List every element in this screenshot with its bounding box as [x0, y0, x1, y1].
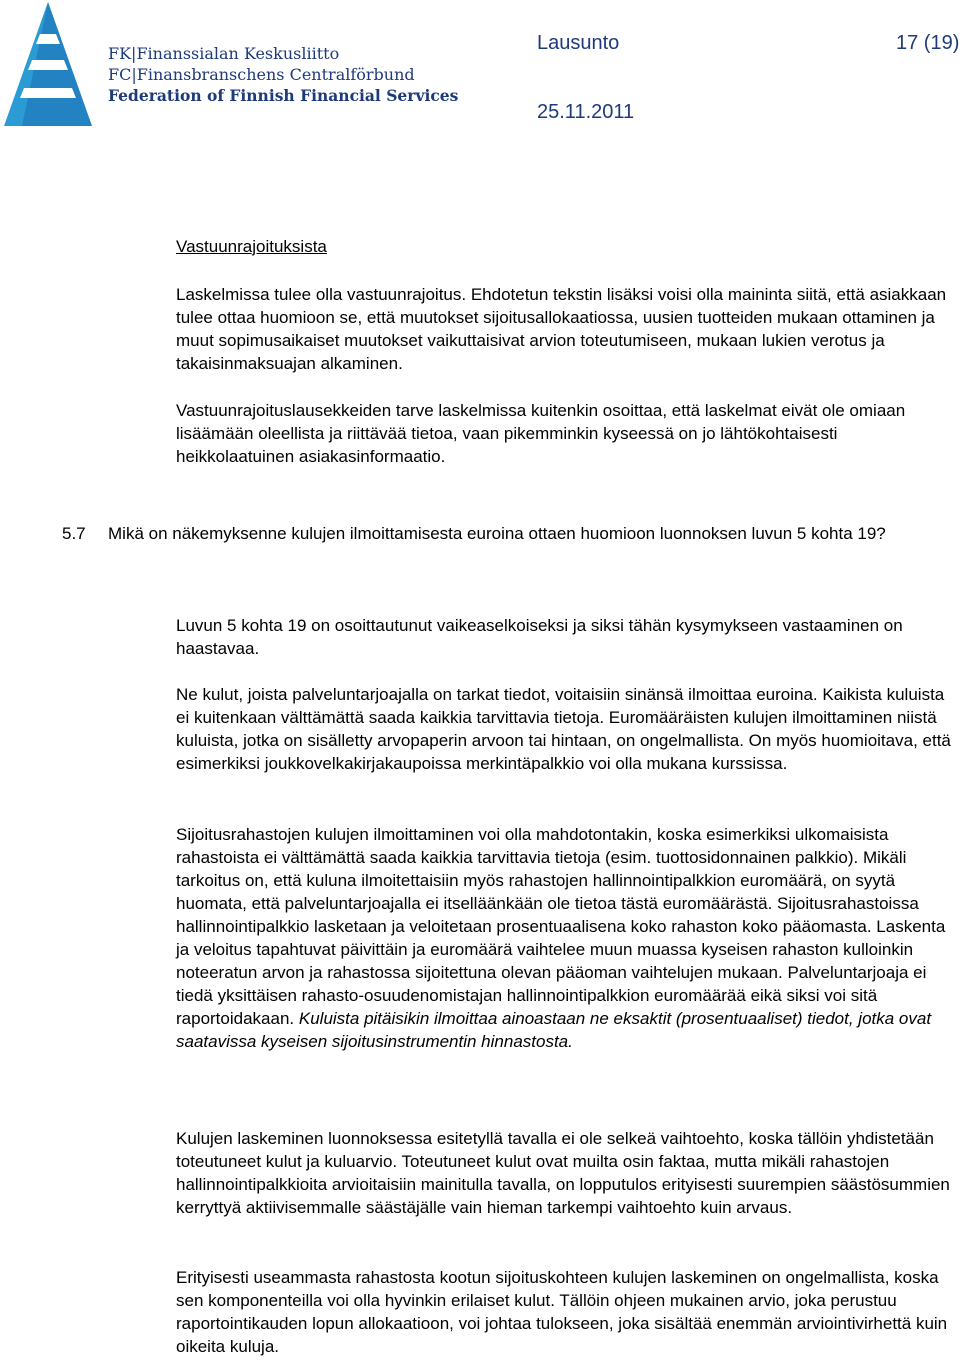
fk-logo-icon — [0, 0, 100, 128]
document-type: Lausunto — [537, 32, 620, 54]
paragraph-disclaimer-requirement: Laskelmissa tulee olla vastuunrajoitus. Ehdotetun tekstin lisäksi voisi olla maininta siitä, että asiakkaan tulee ottaa huomioon se, että muutokset sijoitusallokaatiossa, uusien tuotteiden mukaan ottaminen ja muut sopimusaikaiset muutokset vaikuttaisivat arvion toteutumiseen, mukaan lukien verotus ja takaisinmaksuajan alkaminen. — [176, 285, 947, 373]
paragraph-disclaimer-need: Vastuunrajoituslausekkeiden tarve laskelmissa kuitenkin osoittaa, että laskelmat eivät ole omiaan lisäämään oleellista ja riittävää tietoa, vaan pikemminkin kyseessä on jo lähtökohtaisesti heikkolaatuinen asiakasinformaatio. — [176, 401, 906, 466]
section-heading: Vastuunrajoituksista — [176, 237, 327, 256]
answer-paragraph-3 — [176, 823, 956, 1053]
org-name-sv: FC|Finansbranschens Centralförbund — [108, 65, 415, 84]
org-name-fi: FK|Finanssialan Keskusliitto — [108, 44, 340, 63]
org-name-en: Federation of Finnish Financial Services — [108, 86, 459, 105]
answer-paragraph-3-emphasis: Kuluista pitäisikin ilmoittaa ainoastaan ne eksaktit (prosentuaaliset) tiedot, jotka ovat saatavissa kyseisen sijoitusinstrumentin hinnastosta. — [176, 1009, 932, 1051]
answer-paragraph-4: Kulujen laskeminen luonnoksessa esitetyllä tavalla ei ole selkeä vaihtoehto, koska tällöin yhdistetään toteutuneet kulut ja kuluarvio. Toteutuneet kulut ovat muilta osin faktaa, mutta mikäli rahastojen hallinnointipalkkioita arvioitaisiin mainitulla tavalla, on lopputulos erityisesti suurempien säästösummien kerryttyä aktiivisemmalle säästäjälle vain hieman tarkempi vaihtoehto kuin arvaus. — [176, 1129, 950, 1217]
answer-paragraph-5: Erityisesti useammasta rahastosta kootun sijoituskohteen kulujen laskeminen on ongelmallista, koska sen komponenteilla voi olla hyvinkin erilaiset kulut. Tällöin ohjeen mukainen arvio, joka perustuu raportointikauden lopun allokaatioon, voi johtaa tulokseen, joka sisältää enemmän arviointivirhettä kuin oikeita kuluja. — [176, 1268, 948, 1356]
answer-paragraph-1: Luvun 5 kohta 19 on osoittautunut vaikeaselkoiseksi ja siksi tähän kysymykseen vastaaminen on haastavaa. — [176, 616, 903, 658]
answer-paragraph-2: Ne kulut, joista palveluntarjoajalla on tarkat tiedot, voitaisiin sinänsä ilmoittaa euroina. Kaikista kuluista ei kuitenkaan välttämättä saada kaikkia tarvittavia tietoja. Euromääräisten kulujen ilmoittaminen niistä kuluista, jotka on sisälletty arvopaperin arvoon tai hintaan, on ongelmallista. On myös huomioitava, että esimerkiksi joukkovelkakirjakaupoissa merkintäpalkkio voi olla mukana kurssissa. — [176, 685, 951, 773]
document-date: 25.11.2011 — [537, 101, 635, 123]
question-number: 5.7 — [62, 524, 86, 543]
page-number: 17 (19) — [896, 32, 960, 54]
organization-logo-text — [108, 43, 458, 106]
answer-paragraph-3-text: Sijoitusrahastojen kulujen ilmoittaminen voi olla mahdotontakin, koska esimerkiksi ulkomaisista rahastoista ei välttämättä saada kaikkia tarvittavia tietoja (esim. tuottosidonnainen palkkio). Mikäli tarkoitus on, että kuluna ilmoitettaisiin myös rahastojen hallinnointipalkkion euromäärä, on syytä huomata, että palveluntarjoajalla ei itselläänkään ole tietoa tästä euromäärästä. Sijoitusrahastoissa hallinnointipalkkio lasketaan ja veloitetaan prosentuaalisena koko rahaston koko pääomasta. Laskenta ja veloitus tapahtuvat päivittäin ja euromäärä vaihtelee muun muassa kyseisen rahaston kulloinkin noteeratun arvon ja rahastossa sijoitettuna olevan pääoman vaihtelujen mukaan. Palveluntarjoaja ei tiedä yksittäisen rahasto-osuudenomistajan hallinnointipalkkion euromäärää eikä siksi voi sitä raportoidakaan. — [176, 825, 946, 1028]
question-text: Mikä on näkemyksenne kulujen ilmoittamisesta euroina ottaen huomioon luonnoksen luvun 5 kohta 19? — [108, 524, 886, 543]
